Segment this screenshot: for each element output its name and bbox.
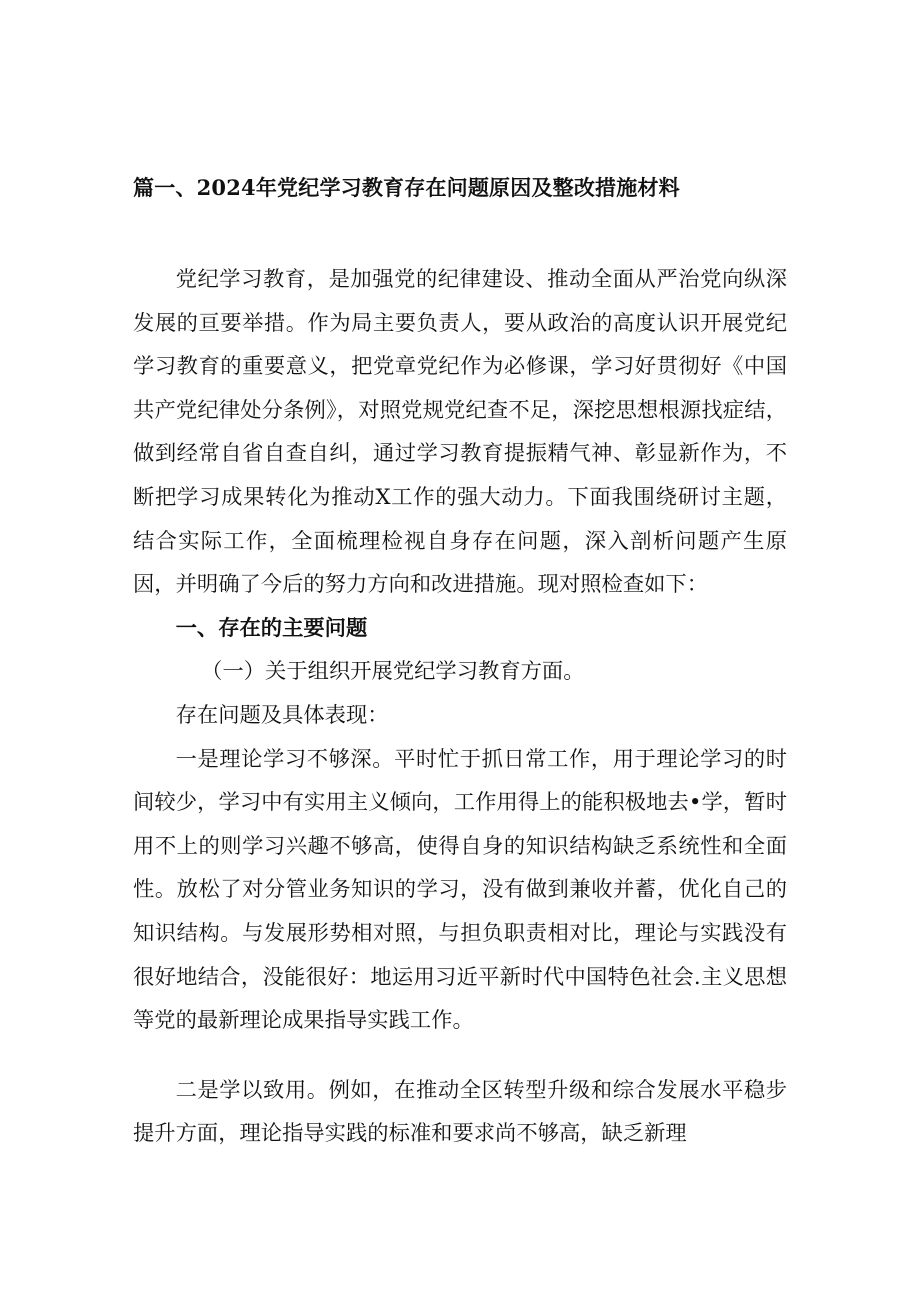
document-title: 篇一、2024年党纪学习教育存在问题原因及整改措施材料 (133, 175, 680, 200)
problem-one-paragraph: 一是理论学习不够深。平时忙于抓日常工作，用于理论学习的时间较少，学习中有实用主义倾向，工作用得上的能积极地去•学，暂时用不上的则学习兴趣不够高，使得自身的知识结构缺乏系统性和全面性。放松了对分管业务知识的学习，没有做到兼收并蓄，优化自己的知识结构。与发展形势相对照，与担负职责相对比，理论与实践没有很好地结合，没能很好：地运用习近平新时代中国特色社会.主义思想等党的最新理论成果指导实践工作。 (133, 746, 787, 1034)
subsection-heading: （一）关于组织开展党纪学习教育方面。 (201, 659, 585, 685)
section-heading: 一、存在的主要问题 (175, 615, 368, 641)
problems-label: 存在问题及具体表现： (175, 702, 389, 728)
document-body (133, 258, 787, 1156)
intro-paragraph: 党纪学习教育，是加强党的纪律建设、推动全面从严治党向纵深发展的亘要举措。作为局主要负责人，要从政治的高度认识开展党纪学习教育的重要意义，把党章党纪作为必修课，学习好贯彻好《中国共产党纪律处分条例》，对照党规党纪查不足，深挖思想根源找症结，做到经常自省自查自纠，通过学习教育提振精气神、彰显新作为，不断把学习成果转化为推动X工作的强大动力。下面我围绕研讨主题，结合实际工作，全面梳理检视自身存在问题，深入剖析问题产生原因，并明确了今后的努力方向和改进措施。现对照检查如下： (133, 267, 787, 598)
paragraph-gap (133, 1043, 787, 1069)
problem-two-paragraph: 二是学以致用。例如，在推动全区转型升级和综合发展水平稳步提升方面，理论指导实践的标准和要求尚不够高，缺乏新理 (133, 1077, 787, 1147)
